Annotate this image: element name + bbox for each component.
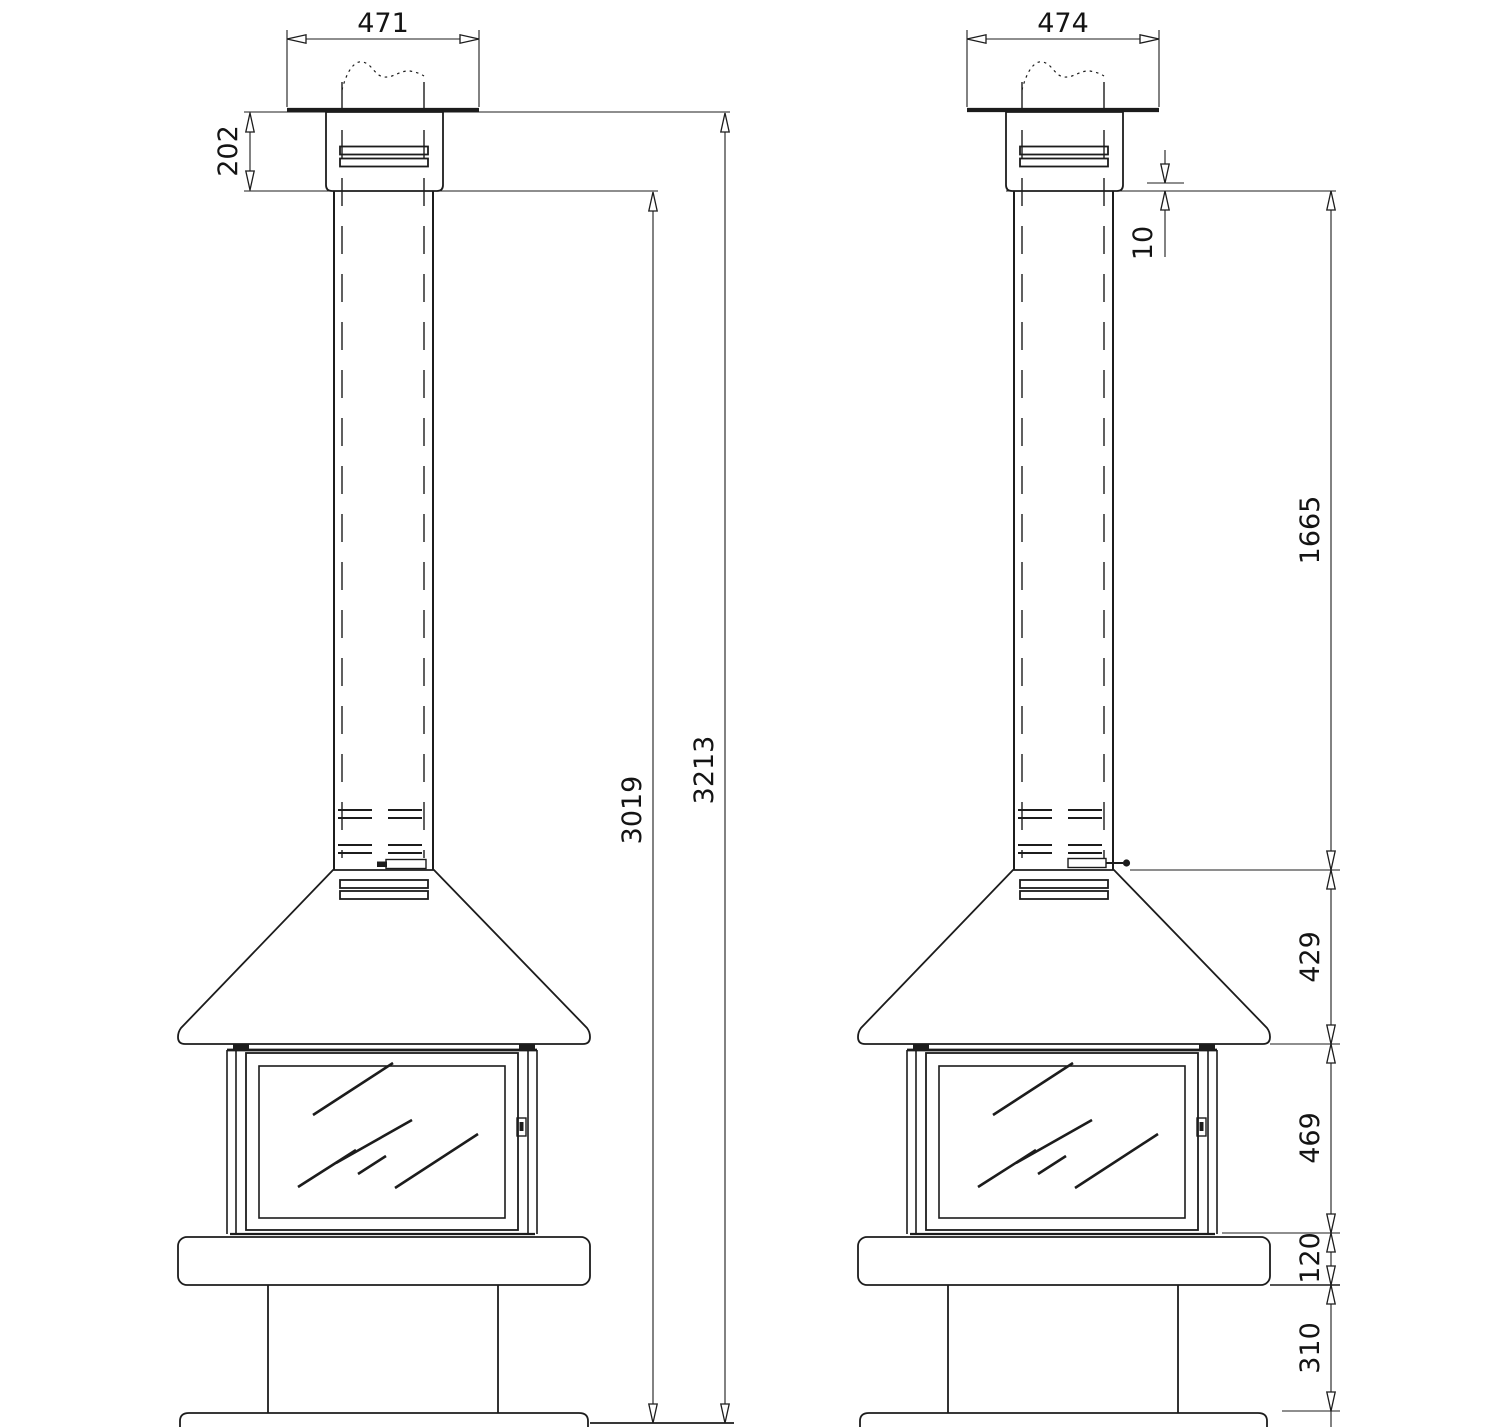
- damper-box: [386, 860, 426, 869]
- cap-vent-slat: [1020, 147, 1108, 155]
- glass-pane: [259, 1066, 505, 1218]
- dim-label-side-base-slab-height: 120: [1295, 1232, 1326, 1284]
- dim-label-front-height-under-cap: 3019: [617, 775, 648, 845]
- hinge-tab: [913, 1044, 929, 1051]
- cap-vent-slat: [340, 147, 428, 155]
- floor-plinth: [860, 1413, 1267, 1427]
- damper-box: [1068, 859, 1106, 868]
- rain-cap: [244, 62, 730, 191]
- hinge-tab: [1199, 1044, 1215, 1051]
- flue-pipe: [334, 82, 433, 870]
- glass-door-frame: [246, 1053, 518, 1230]
- cap-collar: [326, 112, 443, 191]
- dim-label-front-cap-width: 471: [357, 8, 409, 39]
- dim-label-side-firebox-height: 469: [1295, 1112, 1326, 1164]
- door-handle-latch: [520, 1122, 524, 1131]
- dim-label-front-overall-height: 3213: [689, 735, 720, 805]
- dim-front-cap-width: [287, 8, 479, 107]
- cap-collar: [1006, 112, 1123, 191]
- hood-vent-slat: [340, 880, 428, 888]
- glass-reflections: [298, 1063, 478, 1188]
- side-view: [858, 8, 1340, 1427]
- dim-front-cap-height: [213, 112, 254, 191]
- hood-vent-slat: [1020, 880, 1108, 888]
- glass-pane: [939, 1066, 1185, 1218]
- glass-door-frame: [926, 1053, 1198, 1230]
- pedestal: [268, 1285, 498, 1413]
- cap-vent-slat: [340, 159, 428, 167]
- base-slab: [178, 1237, 590, 1285]
- damper-lever-knob: [1123, 859, 1130, 866]
- damper-knob: [377, 862, 387, 868]
- floor-plinth: [180, 1413, 588, 1427]
- dim-side-pipe-inset: [1128, 150, 1184, 260]
- hinge-tab: [233, 1044, 249, 1051]
- dim-front-overall-height: [689, 113, 729, 1423]
- front-view: [178, 8, 734, 1427]
- firebox: [227, 1044, 537, 1234]
- flue-break-line: [342, 62, 424, 90]
- pedestal: [948, 1285, 1178, 1413]
- cap-vent-slat: [1020, 159, 1108, 167]
- hood-vent-slat: [340, 891, 428, 899]
- dim-front-height-under-cap: [244, 191, 658, 1423]
- flue-break-line: [1022, 62, 1104, 90]
- dim-label-side-cap-width: 474: [1037, 8, 1089, 39]
- dim-side-cap-width: [967, 8, 1159, 107]
- dim-side-chain: [1130, 191, 1340, 1427]
- flue-pipe: [1014, 82, 1130, 870]
- dim-label-front-cap-height: 202: [213, 125, 244, 177]
- smoke-hood: [178, 870, 590, 1044]
- hinge-tab: [519, 1044, 535, 1051]
- door-handle-latch: [1200, 1122, 1204, 1131]
- glass-reflections: [978, 1063, 1158, 1188]
- dim-label-side-pedestal-height: 310: [1295, 1322, 1326, 1374]
- rain-cap: [967, 62, 1159, 191]
- dim-label-side-pipe-inset: 10: [1128, 225, 1159, 261]
- smoke-hood: [858, 870, 1270, 1044]
- firebox: [907, 1044, 1217, 1234]
- hood-vent-slat: [1020, 891, 1108, 899]
- dim-label-side-hood-height: 429: [1295, 931, 1326, 983]
- dim-label-side-flue-length: 1665: [1295, 495, 1326, 565]
- base-slab: [858, 1237, 1270, 1285]
